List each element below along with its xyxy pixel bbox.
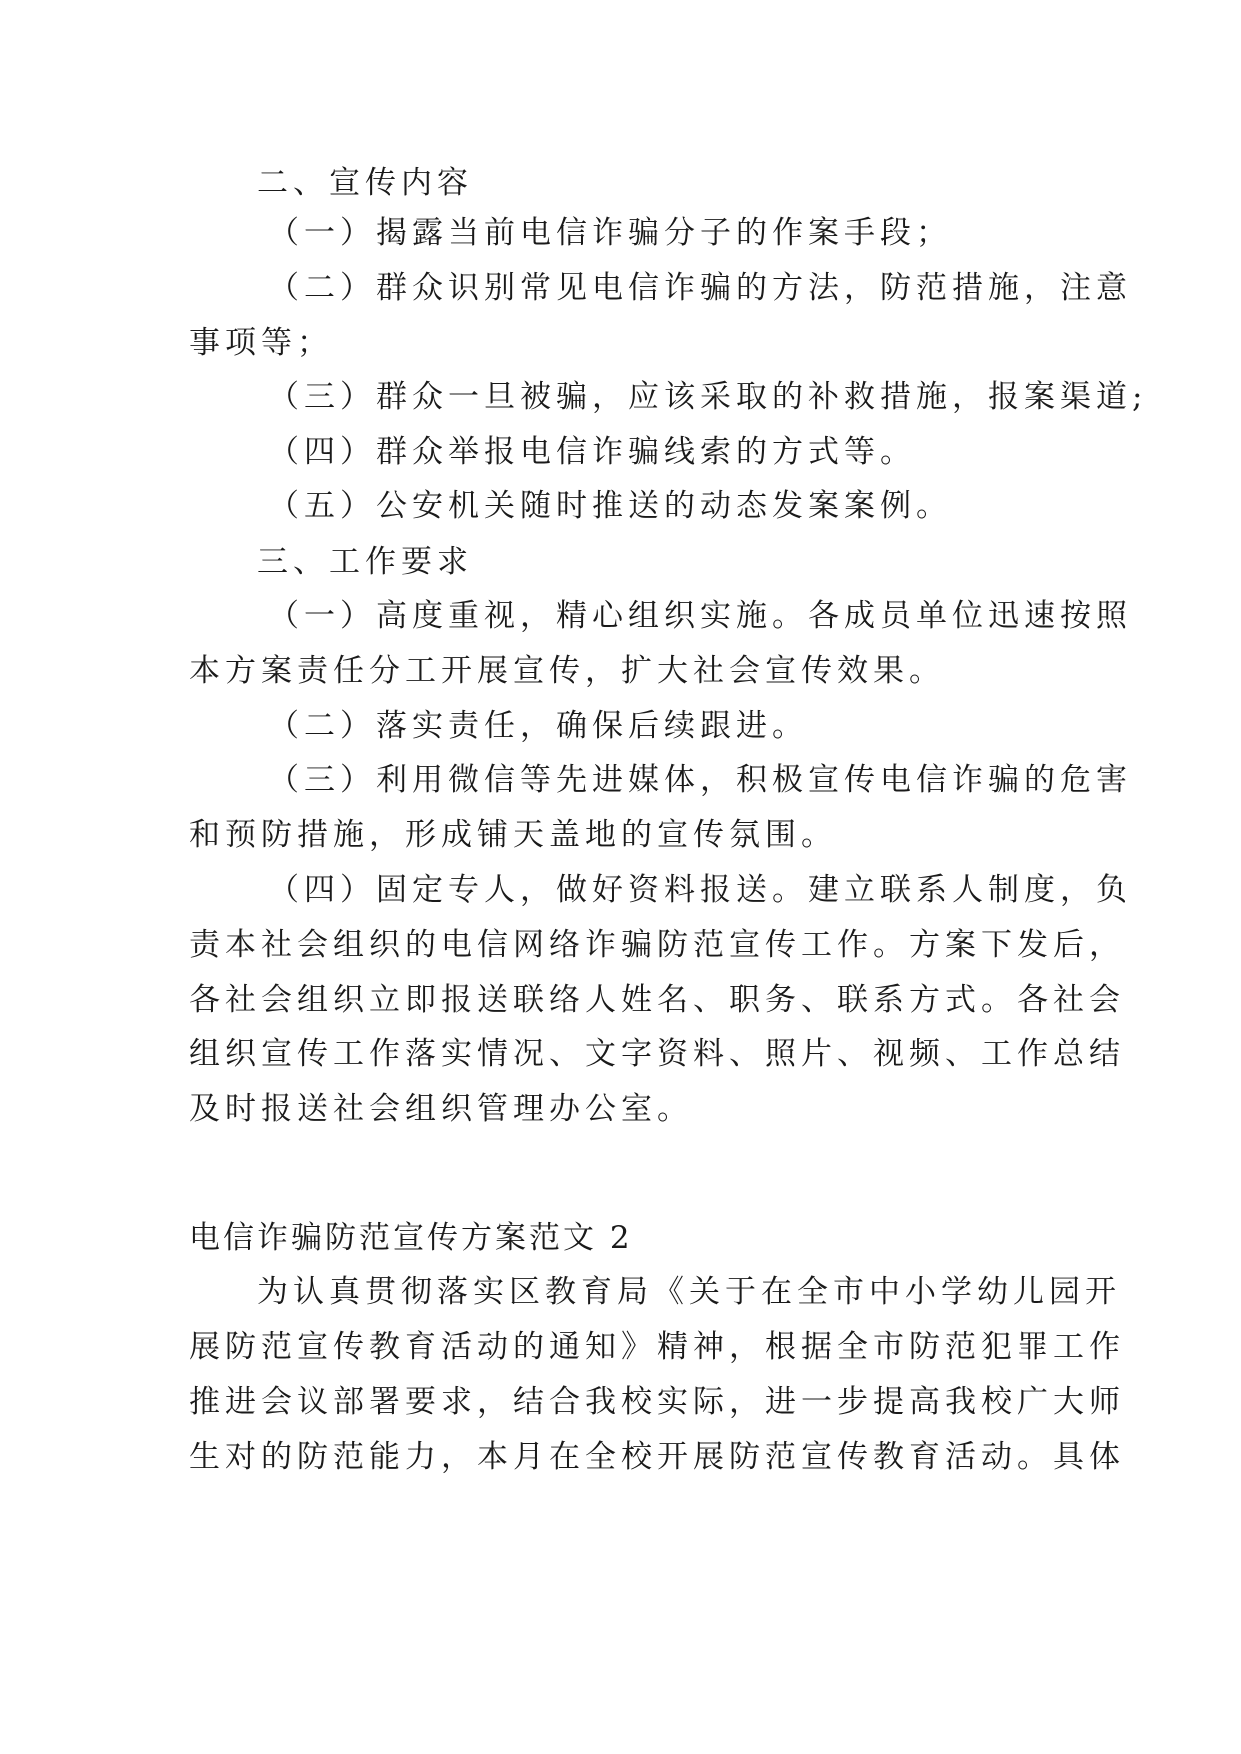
paragraph-line: 推进会议部署要求，结合我校实际，进一步提高我校广大师 bbox=[189, 1384, 1125, 1420]
list-item-continuation: 各社会组织立即报送联络人姓名、职务、联系方式。各社会 bbox=[189, 982, 1125, 1018]
list-item: （一）揭露当前电信诈骗分子的作案手段； bbox=[268, 215, 952, 251]
list-item: （二）群众识别常见电信诈骗的方法，防范措施，注意 bbox=[268, 270, 1132, 306]
list-item-continuation: 事项等； bbox=[189, 325, 333, 361]
paragraph-line: 展防范宣传教育活动的通知》精神，根据全市防范犯罪工作 bbox=[189, 1329, 1125, 1365]
section-heading: 二、宣传内容 bbox=[257, 165, 473, 201]
list-item: （三）群众一旦被骗，应该采取的补救措施，报案渠道; bbox=[268, 379, 1148, 415]
list-item: （四）群众举报电信诈骗线索的方式等。 bbox=[268, 434, 916, 470]
list-item-continuation: 本方案责任分工开展宣传，扩大社会宣传效果。 bbox=[189, 653, 945, 689]
list-item-continuation: 组织宣传工作落实情况、文字资料、照片、视频、工作总结 bbox=[189, 1036, 1125, 1072]
list-item-continuation: 及时报送社会组织管理办公室。 bbox=[189, 1091, 693, 1127]
list-item: （五）公安机关随时推送的动态发案案例。 bbox=[268, 488, 952, 524]
list-item: （二）落实责任，确保后续跟进。 bbox=[268, 708, 808, 744]
list-item: （一）高度重视，精心组织实施。各成员单位迅速按照 bbox=[268, 598, 1132, 634]
document-title: 电信诈骗防范宣传方案范文 2 bbox=[189, 1220, 633, 1256]
list-item: （四）固定专人，做好资料报送。建立联系人制度，负 bbox=[268, 872, 1132, 908]
list-item-continuation: 责本社会组织的电信网络诈骗防范宣传工作。方案下发后， bbox=[189, 927, 1125, 963]
paragraph-line: 为认真贯彻落实区教育局《关于在全市中小学幼儿园开 bbox=[257, 1274, 1121, 1310]
paragraph-line: 生对的防范能力，本月在全校开展防范宣传教育活动。具体 bbox=[189, 1439, 1125, 1475]
list-item-continuation: 和预防措施，形成铺天盖地的宣传氛围。 bbox=[189, 817, 837, 853]
section-heading: 三、工作要求 bbox=[257, 544, 473, 580]
list-item: （三）利用微信等先进媒体，积极宣传电信诈骗的危害 bbox=[268, 762, 1132, 798]
